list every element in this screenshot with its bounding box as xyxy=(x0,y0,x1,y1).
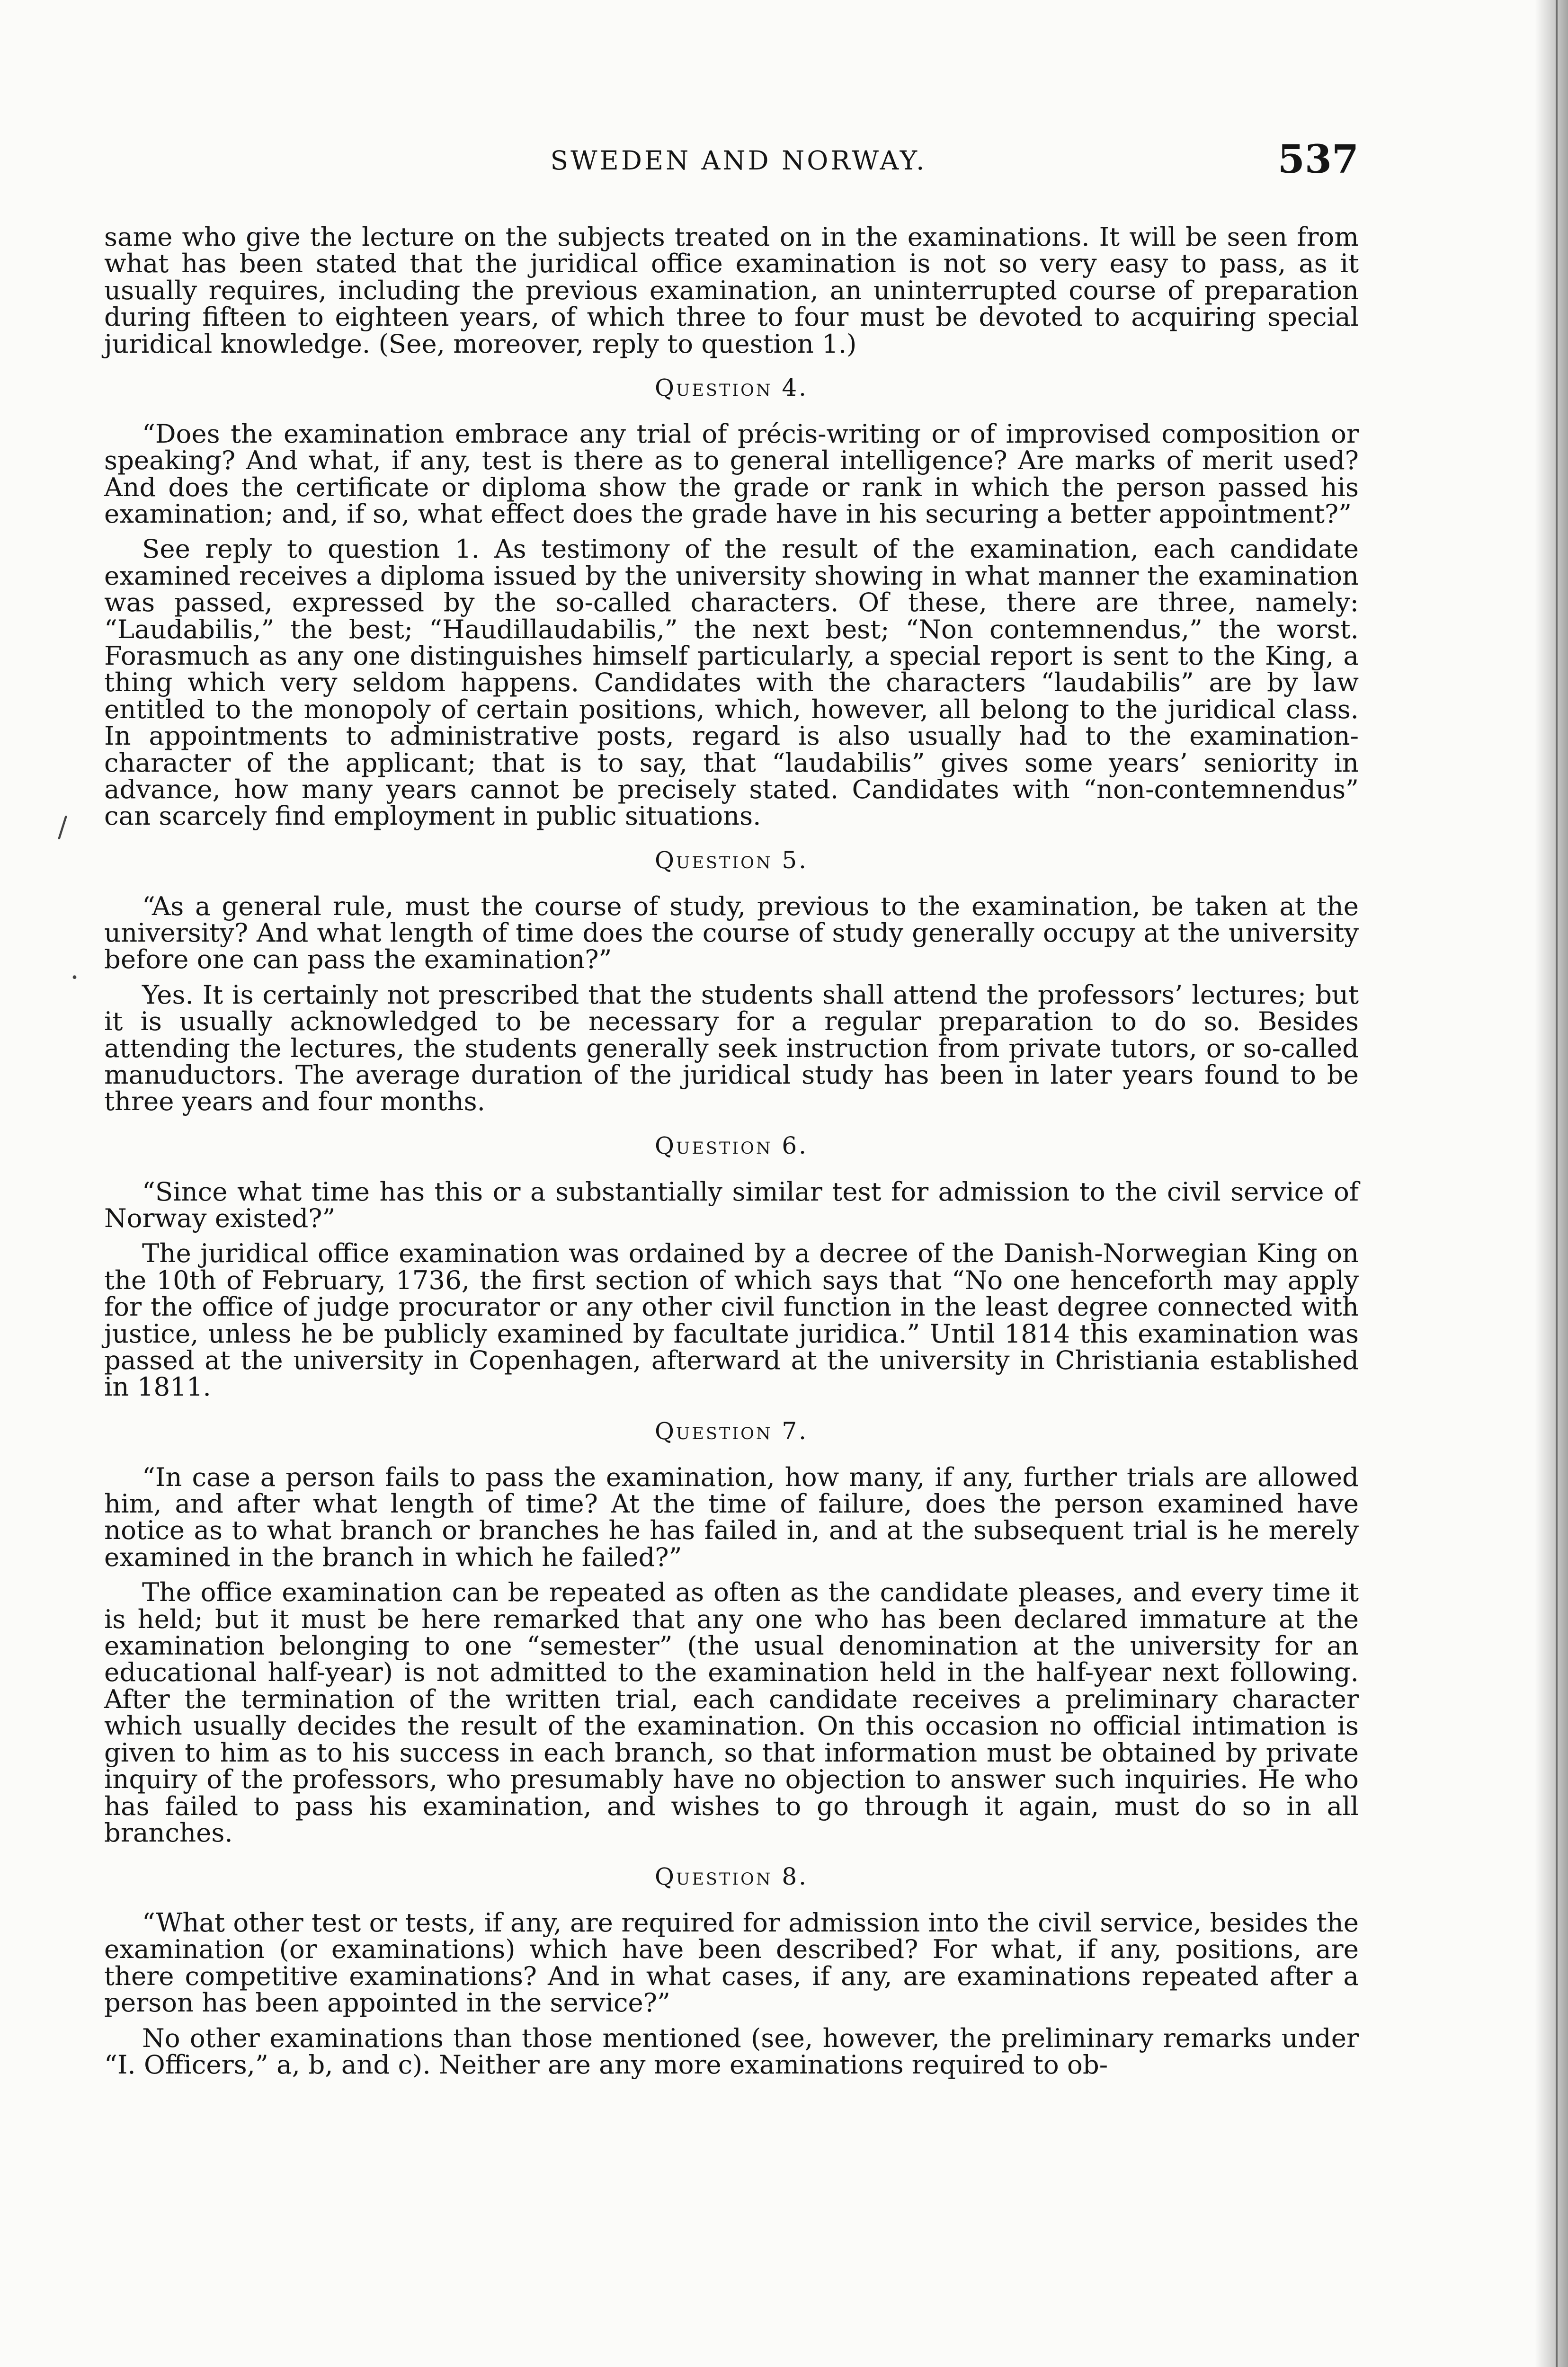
page-edge-line xyxy=(1556,0,1558,2367)
question-7-heading: Question 7. xyxy=(654,1417,809,1445)
page-edge-shadow xyxy=(1535,0,1568,2367)
question-5-answer: Yes. It is certainly not prescribed that the students shall attend the professors’ lectures; but it is usually acknowledged to be necessary for a regular preparation to do so. Besides attending the lectures, the students generally seek instruction from private tutors, or so-called manuductors. The average duration of the juridical study has been in later years found to be three years and four months. xyxy=(104,979,1359,1117)
running-title: SWEDEN AND NORWAY. xyxy=(550,145,927,176)
question-8-answer: No other examinations than those mentioned (see, however, the preliminary remarks under “I. Officers,” a, b, and c). Neither are any more examinations required to ob- xyxy=(104,2022,1359,2080)
page-body xyxy=(104,223,1359,2078)
intro-paragraph: same who give the lecture on the subjects treated on in the examinations. It will be seen from what has been stated that the juridical office examination is not so very easy to pass, as it usually requires, including the previous examination, an uninterrupted course of preparation during fifteen to eighteen years, of which three to four must be devoted to acquiring special juridical knowledge. (See, moreover, reply to question 1.) xyxy=(104,222,1359,359)
question-6-answer: The juridical office examination was ordained by a decree of the Danish-Norwegian King on the 10th of February, 1736, the first section of which says that “No one henceforth may apply for the office of judge procurator or any other civil function in the least degree connected with justice, unless he be publicly examined by facultate juridica.” Until 1814 this examination was passed at the university in Copenhagen, afterward at the university in Christiania established in 1811. xyxy=(104,1238,1359,1402)
margin-slash-mark: / xyxy=(58,810,68,844)
question-7-answer: The office examination can be repeated as often as the candidate pleases, and every time it is held; but it must be here remarked that any one who has been declared immature at the examination belonging to one “semester” (the usual denomination at the university for an educational half-year) is not admitted to the examination held in the half-year next following. After the termination of the written trial, each candidate receives a preliminary character which usually decides the result of the examination. On this occasion no official intimation is given to him as to his success in each branch, so that information must be obtained by private inquiry of the professors, who presumably have no objection to answer such inquiries. He who has failed to pass his examination, and wishes to go through it again, must do so in all branches. xyxy=(104,1577,1359,1848)
question-8-heading: Question 8. xyxy=(654,1863,809,1891)
question-6-text: “Since what time has this or a substantially similar test for admission to the civil service of Norway existed?” xyxy=(104,1176,1359,1234)
question-7-text: “In case a person fails to pass the examination, how many, if any, further trials are allowed him, and after what length of time? At the time of failure, does the person examined have notice as to what branch or branches he has failed in, and at the subsequent trial is he merely examined in the branch in which he failed?” xyxy=(104,1461,1359,1572)
question-6-heading: Question 6. xyxy=(654,1131,809,1159)
question-4-heading: Question 4. xyxy=(654,374,809,402)
page-header xyxy=(118,137,1359,192)
margin-dot-mark: · xyxy=(70,961,80,994)
question-4-answer: See reply to question 1. As testimony of the result of the examination, each candidate examined receives a diploma issued by the university showing in what manner the examination was passed, expressed by the so-called characters. Of these, there are three, namely: “Laudabilis,” the best; “Haudillaudabilis,” the next best; “Non contemnendus,” the worst. Forasmuch as any one distinguishes himself particularly, a special report is sent to the King, a thing which very seldom happens. Candidates with the characters “laudabilis” are by law entitled to the monopoly of certain positions, which, however, all belong to the juridical class. In appointments to administrative posts, regard is also usually had to the examination-character of the applicant; that is to say, that “laudabilis” gives some years’ seniority in advance, how many years cannot be precisely stated. Candidates with “non-contemnendus” can scarcely find employment in public situations. xyxy=(104,534,1359,831)
question-5-heading: Question 5. xyxy=(654,846,809,874)
question-5-text: “As a general rule, must the course of study, previous to the examination, be taken at the university? And what length of time does the course of study generally occupy at the university before one can pass the examination?” xyxy=(104,890,1359,975)
question-4-text: “Does the examination embrace any trial of précis-writing or of improvised composition or speaking? And what, if any, test is there as to general intelligence? Are marks of merit used? And does the certificate or diploma show the grade or rank in which the person passed his examination; and, if so, what effect does the grade have in his securing a better appointment?” xyxy=(104,418,1359,529)
page-number: 537 xyxy=(1277,137,1359,182)
question-8-text: “What other test or tests, if any, are required for admission into the civil service, besides the examination (or examinations) which have been described? For what, if any, positions, are there competitive examinations? And in what cases, if any, are examinations repeated after a person has been appointed in the service?” xyxy=(104,1907,1359,2018)
